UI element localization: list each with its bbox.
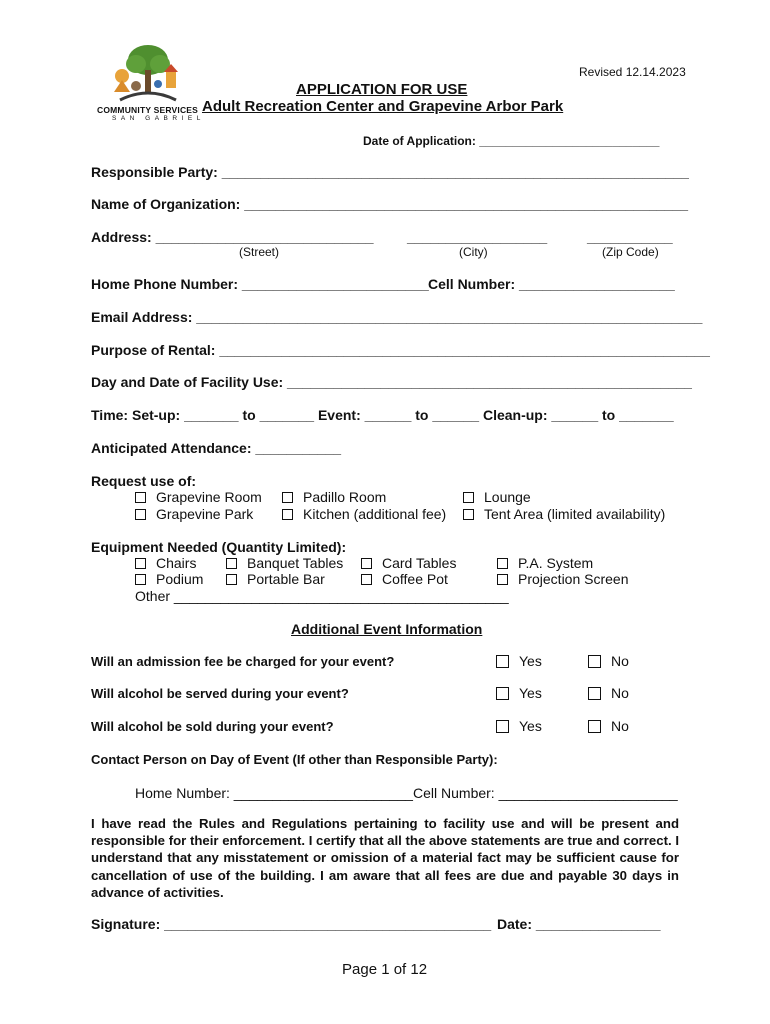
checkbox-icon[interactable] bbox=[588, 687, 601, 700]
admission-no-option[interactable]: No bbox=[588, 653, 629, 669]
equipment-label: Equipment Needed (Quantity Limited): bbox=[91, 539, 347, 555]
option-chairs[interactable]: Chairs bbox=[135, 555, 196, 571]
contact-home-number-field[interactable]: Home Number: _______________________ bbox=[135, 785, 413, 801]
additional-info-heading: Additional Event Information bbox=[291, 621, 483, 637]
revised-date: Revised 12.14.2023 bbox=[579, 65, 686, 79]
option-lounge[interactable]: Lounge bbox=[463, 489, 531, 505]
logo-text-bottom: SAN GABRIEL bbox=[112, 115, 205, 122]
responsible-party-field[interactable]: Responsible Party: ____________________________________________________________ bbox=[91, 164, 689, 180]
option-pa-system[interactable]: P.A. System bbox=[497, 555, 593, 571]
organization-field[interactable]: Name of Organization: _________________________________________________________ bbox=[91, 196, 689, 212]
city-label: (City) bbox=[459, 245, 488, 259]
option-tent-area[interactable]: Tent Area (limited availability) bbox=[463, 506, 665, 522]
street-label: (Street) bbox=[239, 245, 280, 259]
contact-person-label: Contact Person on Day of Event (If other than Responsible Party): bbox=[91, 752, 498, 767]
question-alcohol-served: Will alcohol be served during your event? bbox=[91, 686, 349, 701]
checkbox-icon[interactable] bbox=[361, 558, 372, 569]
page-title: APPLICATION FOR USE bbox=[296, 81, 468, 98]
equipment-other-field[interactable]: Other ___________________________________________ bbox=[135, 588, 509, 604]
option-card-tables[interactable]: Card Tables bbox=[361, 555, 456, 571]
option-banquet-tables[interactable]: Banquet Tables bbox=[226, 555, 343, 571]
checkbox-icon[interactable] bbox=[497, 574, 508, 585]
attendance-field[interactable]: Anticipated Attendance: ___________ bbox=[91, 440, 342, 456]
alcohol-sold-no-option[interactable]: No bbox=[588, 718, 629, 734]
address-city-field[interactable]: __________________ bbox=[407, 229, 548, 245]
email-field[interactable]: Email Address: _________________________________________________________________ bbox=[91, 309, 703, 325]
request-use-label: Request use of: bbox=[91, 473, 197, 489]
checkbox-icon[interactable] bbox=[497, 558, 508, 569]
address-field[interactable]: Address: ____________________________ bbox=[91, 229, 374, 245]
alcohol-served-yes-option[interactable]: Yes bbox=[496, 685, 542, 701]
time-field[interactable]: Time: Set-up: _______ to _______ Event: ______ to ______ Clean-up: ______ to _______ bbox=[91, 407, 674, 423]
option-grapevine-room[interactable]: Grapevine Room bbox=[135, 489, 262, 505]
checkbox-icon[interactable] bbox=[496, 687, 509, 700]
checkbox-icon[interactable] bbox=[135, 509, 146, 520]
certification-statement: I have read the Rules and Regulations pertaining to facility use and will be present and responsible for their enforcement. I certify that all the above statements are true and correct. I understand that any misstatement or omission of a material fact may be sufficient cause for cancellation of use of the building. I am aware that all fees are due and payable 30 days in advance of activities. bbox=[91, 816, 679, 900]
page-number: Page 1 of 12 bbox=[342, 961, 428, 978]
admission-yes-option[interactable]: Yes bbox=[496, 653, 542, 669]
option-grapevine-park[interactable]: Grapevine Park bbox=[135, 506, 253, 522]
question-admission-fee: Will an admission fee be charged for your event? bbox=[91, 654, 395, 669]
checkbox-icon[interactable] bbox=[361, 574, 372, 585]
address-zip-field[interactable]: ___________ bbox=[587, 229, 673, 245]
option-padillo-room[interactable]: Padillo Room bbox=[282, 489, 386, 505]
checkbox-icon[interactable] bbox=[226, 558, 237, 569]
community-services-logo bbox=[97, 42, 205, 122]
checkbox-icon[interactable] bbox=[496, 720, 509, 733]
checkbox-icon[interactable] bbox=[135, 574, 146, 585]
logo-text-top: COMMUNITY SERVICES bbox=[97, 105, 199, 115]
zip-label: (Zip Code) bbox=[602, 245, 659, 259]
contact-cell-number-field[interactable]: Cell Number: _______________________ bbox=[413, 785, 678, 801]
checkbox-icon[interactable] bbox=[226, 574, 237, 585]
alcohol-served-no-option[interactable]: No bbox=[588, 685, 629, 701]
page-subtitle: Adult Recreation Center and Grapevine Arbor Park bbox=[202, 98, 564, 115]
option-kitchen[interactable]: Kitchen (additional fee) bbox=[282, 506, 446, 522]
checkbox-icon[interactable] bbox=[588, 655, 601, 668]
checkbox-icon[interactable] bbox=[496, 655, 509, 668]
checkbox-icon[interactable] bbox=[588, 720, 601, 733]
purpose-field[interactable]: Purpose of Rental: _______________________________________________________________ bbox=[91, 342, 710, 358]
date-of-application-field[interactable]: Date of Application: ___________________________ bbox=[363, 134, 660, 148]
checkbox-icon[interactable] bbox=[135, 492, 146, 503]
tree-logo-icon bbox=[100, 42, 192, 108]
signature-date-field[interactable]: Date: ________________ bbox=[497, 916, 661, 932]
option-coffee-pot[interactable]: Coffee Pot bbox=[361, 571, 448, 587]
question-alcohol-sold: Will alcohol be sold during your event? bbox=[91, 719, 334, 734]
home-phone-field[interactable]: Home Phone Number: ________________________ bbox=[91, 276, 429, 292]
option-portable-bar[interactable]: Portable Bar bbox=[226, 571, 325, 587]
checkbox-icon[interactable] bbox=[463, 509, 474, 520]
checkbox-icon[interactable] bbox=[282, 509, 293, 520]
cell-number-field[interactable]: Cell Number: ____________________ bbox=[428, 276, 675, 292]
option-podium[interactable]: Podium bbox=[135, 571, 203, 587]
signature-field[interactable]: Signature: __________________________________________ bbox=[91, 916, 492, 932]
alcohol-sold-yes-option[interactable]: Yes bbox=[496, 718, 542, 734]
day-date-field[interactable]: Day and Date of Facility Use: ____________________________________________________ bbox=[91, 374, 692, 390]
checkbox-icon[interactable] bbox=[282, 492, 293, 503]
option-projection-screen[interactable]: Projection Screen bbox=[497, 571, 629, 587]
checkbox-icon[interactable] bbox=[463, 492, 474, 503]
checkbox-icon[interactable] bbox=[135, 558, 146, 569]
